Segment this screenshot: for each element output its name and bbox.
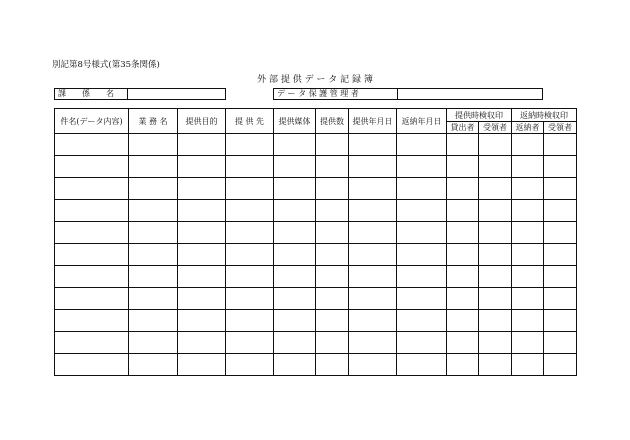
- form-reference: 別記第8号様式(第35条関係): [52, 60, 160, 70]
- table-cell[interactable]: [512, 244, 544, 266]
- table-cell[interactable]: [129, 222, 178, 244]
- table-cell[interactable]: [512, 266, 544, 288]
- table-cell[interactable]: [55, 178, 129, 200]
- table-cell[interactable]: [512, 222, 544, 244]
- table-cell[interactable]: [397, 332, 447, 354]
- table-cell[interactable]: [178, 244, 226, 266]
- table-row: [55, 134, 577, 156]
- col-header-provide-date: 提供年月日: [349, 109, 397, 134]
- col-header-business-name: 業 務 名: [129, 109, 178, 134]
- table-cell[interactable]: [226, 156, 274, 178]
- section-name-value[interactable]: [128, 89, 225, 99]
- table-cell[interactable]: [349, 178, 397, 200]
- table-cell[interactable]: [274, 156, 316, 178]
- col-header-recipient: 提 供 先: [226, 109, 274, 134]
- table-cell[interactable]: [274, 222, 316, 244]
- data-manager-label: デ ー タ 保 護 管 理 者: [274, 89, 398, 99]
- table-cell[interactable]: [226, 266, 274, 288]
- table-cell[interactable]: [544, 156, 577, 178]
- table-row: [55, 156, 577, 178]
- table-cell[interactable]: [479, 134, 512, 156]
- table-cell[interactable]: [447, 288, 479, 310]
- table-cell[interactable]: [447, 156, 479, 178]
- table-cell[interactable]: [129, 134, 178, 156]
- table-cell[interactable]: [316, 134, 349, 156]
- table-cell[interactable]: [479, 222, 512, 244]
- table-cell[interactable]: [397, 354, 447, 376]
- table-cell[interactable]: [397, 134, 447, 156]
- table-cell[interactable]: [274, 200, 316, 222]
- table-row: [55, 332, 577, 354]
- table-cell[interactable]: [479, 288, 512, 310]
- table-cell[interactable]: [544, 266, 577, 288]
- table-cell[interactable]: [349, 332, 397, 354]
- record-table-body: [55, 134, 577, 376]
- table-cell[interactable]: [349, 310, 397, 332]
- table-cell[interactable]: [397, 244, 447, 266]
- table-cell[interactable]: [178, 266, 226, 288]
- table-cell[interactable]: [274, 310, 316, 332]
- col-header-return-receiver: 受領者: [544, 122, 577, 134]
- table-cell[interactable]: [447, 178, 479, 200]
- table-row: [55, 244, 577, 266]
- table-cell[interactable]: [55, 354, 129, 376]
- table-cell[interactable]: [349, 354, 397, 376]
- table-cell[interactable]: [512, 310, 544, 332]
- table-cell[interactable]: [274, 134, 316, 156]
- table-cell[interactable]: [544, 354, 577, 376]
- table-cell[interactable]: [178, 354, 226, 376]
- table-cell[interactable]: [397, 222, 447, 244]
- table-cell[interactable]: [479, 266, 512, 288]
- table-cell[interactable]: [178, 222, 226, 244]
- col-header-medium: 提供媒体: [274, 109, 316, 134]
- table-cell[interactable]: [178, 178, 226, 200]
- table-cell[interactable]: [512, 288, 544, 310]
- table-cell[interactable]: [129, 200, 178, 222]
- table-cell[interactable]: [479, 244, 512, 266]
- table-cell[interactable]: [544, 332, 577, 354]
- page-title: 外 部 提 供 デ ー タ 記 録 簿: [257, 75, 373, 85]
- table-cell[interactable]: [55, 310, 129, 332]
- table-cell[interactable]: [226, 288, 274, 310]
- table-cell[interactable]: [544, 178, 577, 200]
- table-cell[interactable]: [349, 288, 397, 310]
- table-cell[interactable]: [55, 156, 129, 178]
- table-cell[interactable]: [544, 288, 577, 310]
- table-cell[interactable]: [544, 244, 577, 266]
- table-cell[interactable]: [274, 266, 316, 288]
- table-cell[interactable]: [544, 310, 577, 332]
- table-cell[interactable]: [397, 266, 447, 288]
- table-cell[interactable]: [349, 266, 397, 288]
- table-cell[interactable]: [447, 244, 479, 266]
- table-cell[interactable]: [316, 310, 349, 332]
- table-cell[interactable]: [274, 178, 316, 200]
- table-row: [55, 354, 577, 376]
- table-cell[interactable]: [512, 332, 544, 354]
- table-cell[interactable]: [349, 156, 397, 178]
- table-cell[interactable]: [55, 332, 129, 354]
- table-cell[interactable]: [55, 222, 129, 244]
- table-cell[interactable]: [397, 310, 447, 332]
- table-cell[interactable]: [178, 288, 226, 310]
- table-cell[interactable]: [447, 266, 479, 288]
- col-header-subject: 件名(データ内容): [55, 109, 129, 134]
- table-cell[interactable]: [316, 266, 349, 288]
- table-cell[interactable]: [512, 156, 544, 178]
- table-cell[interactable]: [447, 310, 479, 332]
- table-cell[interactable]: [544, 222, 577, 244]
- table-row: [55, 288, 577, 310]
- record-table: [54, 108, 577, 376]
- table-cell[interactable]: [129, 332, 178, 354]
- table-cell[interactable]: [274, 354, 316, 376]
- table-cell[interactable]: [316, 354, 349, 376]
- col-header-returner: 返納者: [512, 122, 544, 134]
- table-cell[interactable]: [129, 156, 178, 178]
- table-cell[interactable]: [129, 178, 178, 200]
- section-name-field: [54, 88, 226, 100]
- table-cell[interactable]: [397, 288, 447, 310]
- table-cell[interactable]: [397, 178, 447, 200]
- table-cell[interactable]: [544, 200, 577, 222]
- table-cell[interactable]: [447, 200, 479, 222]
- col-header-provide-seal: 提供時検収印: [447, 109, 512, 122]
- table-cell[interactable]: [129, 288, 178, 310]
- table-cell[interactable]: [512, 134, 544, 156]
- table-cell[interactable]: [129, 354, 178, 376]
- table-row: [55, 178, 577, 200]
- table-cell[interactable]: [447, 354, 479, 376]
- col-header-lender: 貸出者: [447, 122, 479, 134]
- table-cell[interactable]: [226, 244, 274, 266]
- table-cell[interactable]: [447, 332, 479, 354]
- table-cell[interactable]: [226, 134, 274, 156]
- table-cell[interactable]: [129, 266, 178, 288]
- table-cell[interactable]: [544, 134, 577, 156]
- table-cell[interactable]: [349, 244, 397, 266]
- table-cell[interactable]: [55, 266, 129, 288]
- table-cell[interactable]: [316, 288, 349, 310]
- table-cell[interactable]: [479, 178, 512, 200]
- table-cell[interactable]: [129, 310, 178, 332]
- col-header-receiver: 受領者: [479, 122, 512, 134]
- table-cell[interactable]: [226, 310, 274, 332]
- table-cell[interactable]: [397, 200, 447, 222]
- table-cell[interactable]: [226, 354, 274, 376]
- table-cell[interactable]: [479, 354, 512, 376]
- data-manager-value[interactable]: [398, 89, 542, 99]
- table-cell[interactable]: [512, 200, 544, 222]
- section-name-label: 課 係 名: [55, 89, 128, 99]
- table-cell[interactable]: [316, 244, 349, 266]
- table-cell[interactable]: [274, 244, 316, 266]
- table-cell[interactable]: [55, 288, 129, 310]
- table-cell[interactable]: [226, 222, 274, 244]
- table-cell[interactable]: [316, 156, 349, 178]
- col-header-return-date: 返納年月日: [397, 109, 447, 134]
- table-cell[interactable]: [349, 222, 397, 244]
- table-cell[interactable]: [129, 244, 178, 266]
- table-cell[interactable]: [178, 134, 226, 156]
- table-cell[interactable]: [316, 200, 349, 222]
- col-header-return-seal: 返納時検収印: [512, 109, 577, 122]
- table-cell[interactable]: [274, 288, 316, 310]
- table-cell[interactable]: [512, 354, 544, 376]
- table-cell[interactable]: [479, 332, 512, 354]
- col-header-purpose: 提供目的: [178, 109, 226, 134]
- table-cell[interactable]: [349, 200, 397, 222]
- table-cell[interactable]: [447, 134, 479, 156]
- table-cell[interactable]: [178, 332, 226, 354]
- table-cell[interactable]: [316, 178, 349, 200]
- table-cell[interactable]: [447, 222, 479, 244]
- table-cell[interactable]: [178, 200, 226, 222]
- table-cell[interactable]: [55, 244, 129, 266]
- table-cell[interactable]: [55, 200, 129, 222]
- data-manager-field: [273, 88, 543, 100]
- table-row: [55, 200, 577, 222]
- table-cell[interactable]: [512, 178, 544, 200]
- table-cell[interactable]: [316, 222, 349, 244]
- table-cell[interactable]: [55, 134, 129, 156]
- table-cell[interactable]: [349, 134, 397, 156]
- table-row: [55, 310, 577, 332]
- table-cell[interactable]: [316, 332, 349, 354]
- col-header-quantity: 提供数: [316, 109, 349, 134]
- table-cell[interactable]: [479, 310, 512, 332]
- table-cell[interactable]: [178, 156, 226, 178]
- table-cell[interactable]: [226, 332, 274, 354]
- table-cell[interactable]: [479, 200, 512, 222]
- table-row: [55, 266, 577, 288]
- table-cell[interactable]: [479, 156, 512, 178]
- table-cell[interactable]: [226, 200, 274, 222]
- table-row: [55, 222, 577, 244]
- table-cell[interactable]: [397, 156, 447, 178]
- table-cell[interactable]: [178, 310, 226, 332]
- table-cell[interactable]: [226, 178, 274, 200]
- table-cell[interactable]: [274, 332, 316, 354]
